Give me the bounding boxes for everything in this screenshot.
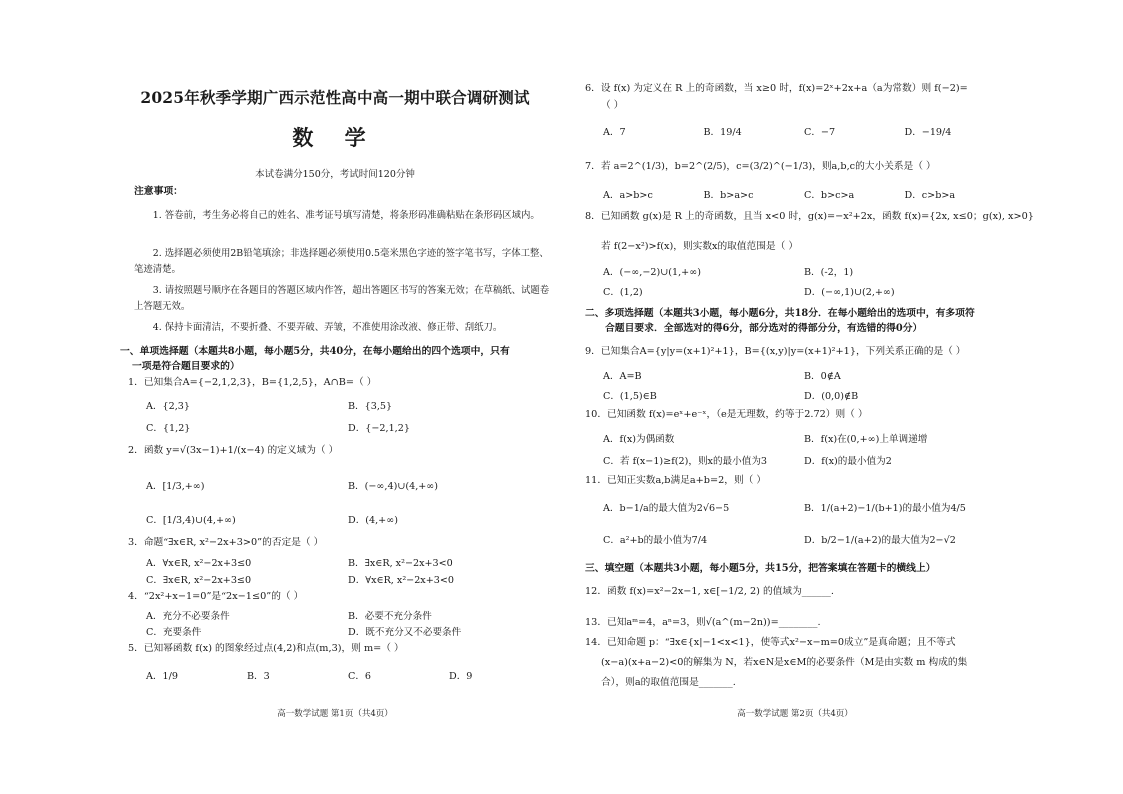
page-2-footer: 高一数学试题 第2页（共4页） — [737, 709, 853, 719]
q7-option-b: B．b>a>c — [703, 190, 754, 201]
q4-option-c: C．充要条件 — [146, 627, 202, 638]
q3-option-c: C．∃x∈R, x²−2x+3≤0 — [146, 575, 252, 586]
exam-title: 2025年秋季学期广西示范性高中高一期中联合调研测试 — [140, 88, 530, 107]
q10-option-a: A．f(x)为偶函数 — [603, 434, 675, 445]
q8-option-b: B．(-2，1) — [804, 267, 854, 278]
page-1-footer: 高一数学试题 第1页（共4页） — [277, 709, 393, 719]
q6-stem-cont: （ ） — [601, 100, 624, 111]
q8-stem-cont: 若 f(2−x²)>f(x)，则实数x的取值范围是（ ） — [601, 241, 799, 252]
q1-options-row1 — [146, 398, 550, 412]
q8-stem: 8．已知函数 g(x)是 R 上的奇函数，且当 x<0 时，g(x)=−x²+2x，函数 f(x)={2x, x≤0；g(x), x>0} — [585, 211, 1034, 222]
q11-option-b: B．1/(a+2)−1/(b+1)的最小值为4/5 — [804, 503, 966, 514]
q8-option-d: D．(−∞,1)∪(2,+∞) — [804, 287, 895, 298]
subject-title: 数 学 — [292, 125, 378, 150]
q4-option-d: D．既不充分又不必要条件 — [348, 627, 462, 638]
q7-option-a: A．a>b>c — [603, 190, 653, 201]
q4-stem: 4．“2x²+x−1=0”是“2x−1≤0”的（ ） — [128, 591, 304, 602]
question-13: 13．已知aᵐ=4，aⁿ=3，则√(a^(m−2n))=________. — [585, 617, 821, 628]
q2-option-d: D．(4,+∞) — [348, 515, 398, 526]
notice-3: 3. 请按照题号顺序在各题目的答题区域内作答，超出答题区书写的答案无效；在草稿纸、试题卷上答题无效。 — [134, 285, 550, 312]
q11-stem: 11．已知正实数a,b满足a+b=2，则（ ） — [585, 475, 767, 486]
q9-option-d: D．(0,0)∉B — [804, 391, 859, 402]
notice-heading: 注意事项： — [134, 186, 183, 197]
q2-option-b: B．(−∞,4)∪(4,+∞) — [348, 481, 439, 492]
q14-line-1: 14．已知命题 p：“∃x∈{x|−1<x<1}，使等式x²−x−m=0成立”是真命题；且不等式 — [585, 637, 956, 648]
question-12: 12．函数 f(x)=x²−2x−1, x∈[−1/2, 2) 的值域为______. — [585, 586, 834, 597]
section-1-heading-cont: 一项是符合题目要求的） — [132, 361, 240, 372]
q3-option-a: A．∀x∈R, x²−2x+3≤0 — [146, 558, 252, 569]
page-2 — [585, 0, 1034, 794]
q3-options-row1 — [146, 555, 550, 569]
q4-options-row1 — [146, 608, 550, 622]
q9-stem: 9．已知集合A={y|y=(x+1)²+1}，B={(x,y)|y=(x+1)²+1}，下列关系正确的是（ ） — [585, 346, 966, 357]
q4-option-b: B．必要不充分条件 — [348, 611, 432, 622]
q11-option-a: A．b−1/a的最大值为2√6−5 — [603, 503, 730, 514]
q4-option-a: A．充分不必要条件 — [146, 611, 230, 622]
q5-option-a: A．1/9 — [146, 671, 178, 682]
notice-1: 1. 答卷前，考生务必将自己的姓名、准考证号填写清楚，将条形码准确粘贴在条形码区域内。 — [152, 210, 540, 221]
q2-options-row1 — [146, 478, 550, 492]
q8-option-a: A．(−∞,−2)∪(1,+∞) — [603, 267, 701, 278]
notice-2: 2. 选择题必须使用2B铅笔填涂；非选择题必须使用0.5毫米黑色字迹的签字笔书写，字体工整、笔迹清楚。 — [134, 248, 549, 275]
q9-option-a: A．A=B — [603, 371, 642, 382]
q3-options-row2 — [146, 572, 550, 586]
q1-options-row2 — [146, 420, 550, 434]
q6-option-a: A．7 — [603, 127, 626, 138]
q11-options-row1 — [603, 500, 1005, 514]
q7-option-d: D．c>b>a — [904, 190, 956, 201]
q9-options-row1 — [603, 368, 1005, 382]
q6-option-c: C．−7 — [804, 127, 836, 138]
page-1 — [120, 0, 550, 794]
q14-line-2: (x−a)(x+a−2)<0的解集为 N，若x∈N是x∈M的必要条件（M是由实数 m 构成的集 — [601, 657, 968, 668]
q11-option-c: C．a²+b的最小值为7/4 — [603, 535, 708, 546]
q6-option-d: D．−19/4 — [904, 127, 952, 138]
q11-option-d: D．b/2−1/(a+2)的最大值为2−√2 — [804, 535, 956, 546]
q7-option-c: C．b>c>a — [804, 190, 855, 201]
section-1-heading: 一、单项选择题（本题共8小题，每小题5分，共40分，在每小题给出的四个选项中，只有 — [120, 346, 510, 357]
q3-stem: 3．命题“∃x∈R, x²−2x+3>0”的否定是（ ） — [128, 537, 324, 548]
q8-option-c: C．(1,2) — [603, 287, 643, 298]
q9-options-row2 — [603, 388, 1005, 402]
q6-stem: 6．设 f(x) 为定义在 R 上的奇函数，当 x≥0 时，f(x)=2ˣ+2x+a（a为常数）则 f(−2)= — [585, 83, 968, 94]
q1-option-a: A．{2,3} — [146, 401, 190, 412]
q7-stem: 7．若 a=2^(1/3)，b=2^(2/5)，c=(3/2)^(−1/3)，则a,b,c的大小关系是（ ） — [585, 161, 936, 172]
exam-info: 本试卷满分150分，考试时间120分钟 — [255, 169, 415, 180]
q3-option-d: D．∀x∈R, x²−2x+3<0 — [348, 575, 455, 586]
q10-options-row2 — [603, 453, 1005, 467]
q2-option-a: A．[1/3,+∞) — [146, 481, 205, 492]
section-2-heading: 二、多项选择题（本题共3小题，每小题6分，共18分．在每小题给出的选项中，有多项符 — [585, 308, 975, 319]
q5-option-c: C．6 — [348, 671, 372, 682]
section-2-heading-cont: 合题目要求．全部选对的得6分，部分选对的得部分分，有选错的得0分） — [605, 323, 923, 334]
q2-stem: 2．函数 y=√(3x−1)+1/(x−4) 的定义域为（ ） — [128, 445, 339, 456]
q9-option-c: C．(1,5)∈B — [603, 391, 657, 402]
q7-options — [603, 187, 1005, 201]
q6-options — [603, 124, 1005, 138]
q1-option-b: B．{3,5} — [348, 401, 393, 412]
q5-stem: 5．已知幂函数 f(x) 的图象经过点(4,2)和点(m,3)，则 m=（ ） — [128, 643, 404, 654]
q1-option-d: D．{−2,1,2} — [348, 423, 410, 434]
q9-option-b: B．0∉A — [804, 371, 841, 382]
q3-option-b: B．∃x∈R, x²−2x+3<0 — [348, 558, 453, 569]
q5-options — [146, 668, 550, 682]
q10-option-b: B．f(x)在(0,+∞)上单调递增 — [804, 434, 928, 445]
q8-options-row1 — [603, 264, 1005, 278]
q14-line-3: 合），则a的取值范围是_______. — [601, 677, 736, 688]
q1-stem: 1．已知集合A={−2,1,2,3}，B={1,2,5}，A∩B=（ ） — [128, 377, 377, 388]
q1-option-c: C．{1,2} — [146, 423, 191, 434]
q8-options-row2 — [603, 284, 1005, 298]
q5-option-d: D．9 — [449, 671, 473, 682]
q10-stem: 10．已知函数 f(x)=eˣ+e⁻ˣ，（e是无理数，约等于2.72）则（ ） — [585, 409, 868, 420]
q6-option-b: B．19/4 — [703, 127, 742, 138]
q10-option-c: C．若 f(x−1)≥f(2)，则x的最小值为3 — [603, 456, 768, 467]
q11-options-row2 — [603, 532, 1005, 546]
notice-4: 4. 保持卡面清洁，不要折叠、不要弄破、弄皱，不准使用涂改液、修正带、刮纸刀。 — [152, 322, 503, 333]
q5-option-b: B．3 — [247, 671, 270, 682]
section-3-heading: 三、填空题（本题共3小题，每小题5分，共15分，把答案填在答题卡的横线上） — [585, 563, 936, 574]
q2-option-c: C．[1/3,4)∪(4,+∞) — [146, 515, 236, 526]
q4-options-row2 — [146, 624, 550, 638]
q10-options-row1 — [603, 431, 1005, 445]
q10-option-d: D．f(x)的最小值为2 — [804, 456, 892, 467]
q2-options-row2 — [146, 512, 550, 526]
